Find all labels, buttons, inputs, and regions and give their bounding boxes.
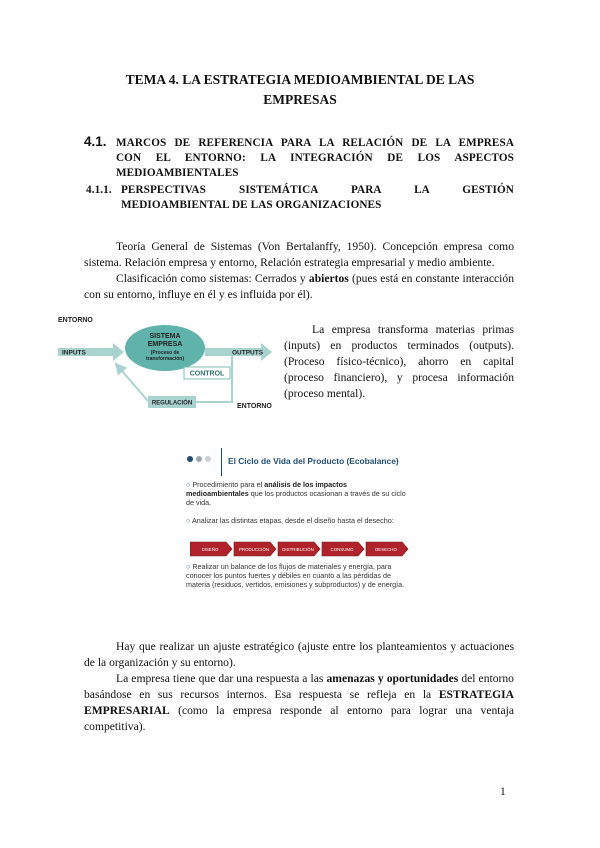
stage-label: DESECHO xyxy=(375,547,397,552)
svg-text:CONTROL: CONTROL xyxy=(189,370,225,378)
slide-bullet-3: ○ Realizar un balance de los flujos de materiales y energía, para conocer los puntos fuertes y débiles en cuanto a las pérdidas de materia (residuos, vertidos, emisiones y subproductos) y de energía. xyxy=(186,562,405,589)
svg-text:transformación): transformación) xyxy=(145,356,185,362)
bullet-circle-icon: ○ xyxy=(186,562,191,571)
page-title: TEMA 4. LA ESTRATEGIA MEDIOAMBIENTAL DE LAS EMPRESAS xyxy=(125,72,475,107)
page-number: 1 xyxy=(500,786,506,798)
stage-label: CONSUMO xyxy=(330,547,354,552)
subsection-heading: PERSPECTIVAS SISTEMÁTICA PARA LA GESTIÓN MEDIOAMBIENTAL DE LAS ORGANIZACIONES xyxy=(121,184,514,211)
entorno-top-label: ENTORNO xyxy=(58,317,93,324)
svg-text:(Proceso de: (Proceso de xyxy=(150,350,180,356)
paragraph-transformation: La empresa transforma materias primas (inputs) en productos terminados (outputs). (Proceso físico-técnico), ahorro en capital (proceso financiero), y procesa información (proceso mental). xyxy=(284,323,514,400)
stage-label: DISTRIBUCIÓN xyxy=(282,547,314,552)
bullet-circle-icon: ○ xyxy=(186,480,191,489)
paragraph-strategic-fit: Hay que realizar un ajuste estratégico (ajuste entre los planteamientos y actuaciones de la organización y su entorno). xyxy=(84,640,514,669)
outputs-label: OUTPUTS xyxy=(232,349,264,357)
subsection-number: 4.1.1. xyxy=(86,184,112,196)
regulation-arrow xyxy=(116,364,148,401)
paragraph-systems-theory: Teoría General de Sistemas (Von Bertalanffy, 1950). Concepción empresa como sistema. Relación empresa y entorno, Relación estrategia empresarial y medio ambiente. xyxy=(84,240,514,269)
system-ellipse xyxy=(125,325,205,371)
bullet-circle-icon: ○ xyxy=(186,516,191,525)
paragraph-classification: Clasificación como sistemas: Cerrados y abiertos (pues está en constante interacción con su entorno, influye en él y es influida por él). xyxy=(84,272,514,301)
paragraph-business-strategy: La empresa tiene que dar una respuesta a las amenazas y oportunidades del entorno basándose en sus recursos internos. Esa respuesta se refleja en la ESTRATEGIA EMPRESARIAL (como la empresa responde al entorno para lograr una ventaja competitiva). xyxy=(84,672,514,733)
svg-text:EMPRESA: EMPRESA xyxy=(147,341,183,348)
inputs-label: INPUTS xyxy=(62,349,86,357)
system-diagram xyxy=(56,312,286,420)
entorno-bottom-label: ENTORNO xyxy=(237,403,272,410)
life-cycle-stages xyxy=(190,540,412,558)
slide-bullet-2: ○ Analizar las distintas etapas, desde el diseño hasta el desecho: xyxy=(186,516,394,525)
life-cycle-slide xyxy=(184,448,416,620)
section-number: 4.1. xyxy=(84,134,107,149)
svg-text:SISTEMA: SISTEMA xyxy=(149,333,181,340)
svg-text:REGULACIÓN: REGULACIÓN xyxy=(151,400,193,407)
slide-bullet-1: ○ Procedimiento para el análisis de los impactos medioambientales que los productos ocasionan a través de su ciclo de vida. xyxy=(186,480,406,507)
slide-title: El Ciclo de Vida del Producto (Ecobalance) xyxy=(228,456,399,466)
stage-label: PRODUCCIÓN xyxy=(238,547,270,552)
stage-label: DISEÑO xyxy=(201,547,219,552)
slide-divider xyxy=(221,448,222,476)
slide-dots-icon xyxy=(184,454,218,464)
section-heading: MARCOS DE REFERENCIA PARA LA RELACIÓN DE LA EMPRESA CON EL ENTORNO: LA INTEGRACIÓN DE LOS ASPECTOS MEDIOAMBIENTALES xyxy=(116,137,514,179)
